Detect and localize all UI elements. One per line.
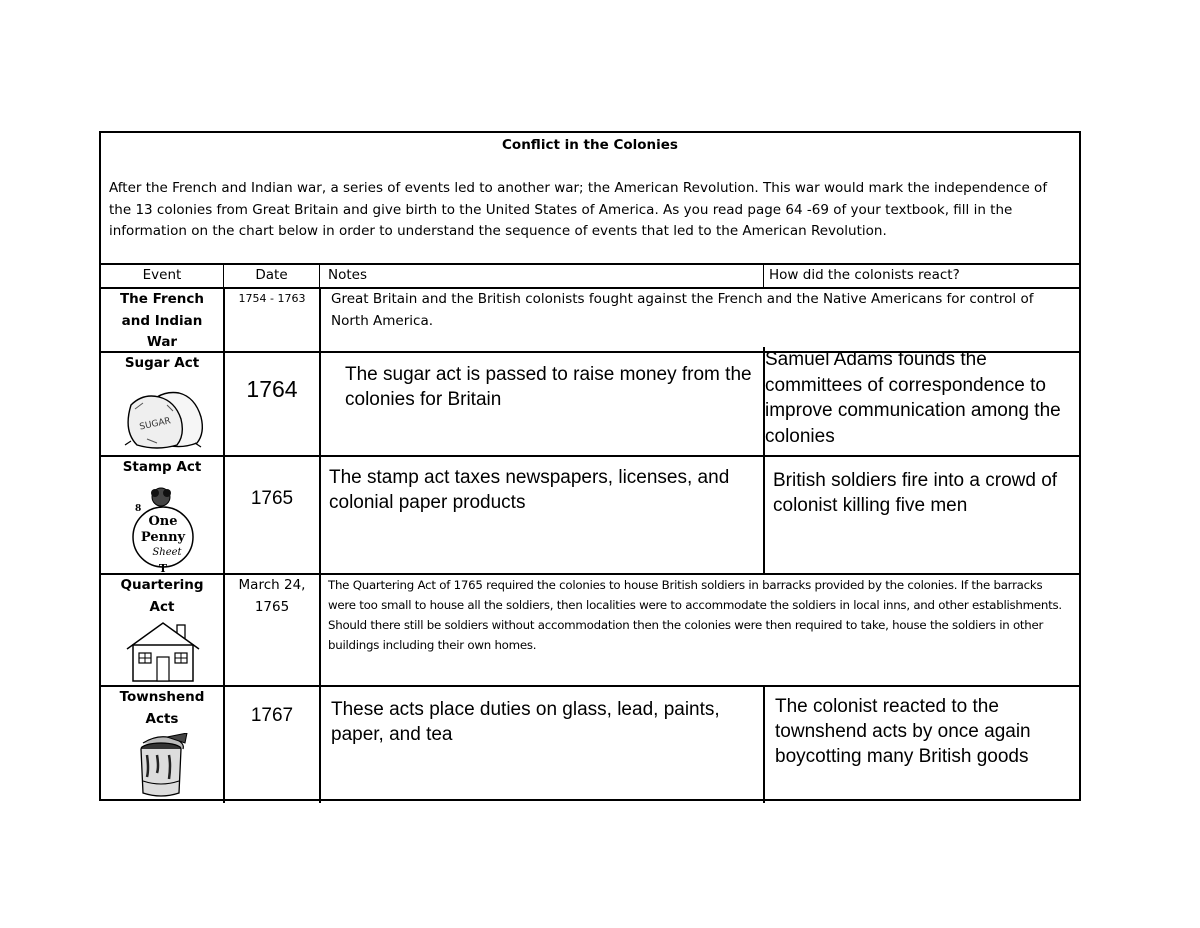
event-date: 1764 [246, 376, 298, 402]
event-name: Stamp Act [122, 459, 202, 475]
table-row [101, 287, 1079, 351]
event-name: Townshend Acts [119, 689, 205, 727]
sugar-label: SUGAR [138, 416, 172, 433]
column-header-event: Event [142, 267, 182, 283]
event-name: Quartering Act [120, 577, 204, 615]
svg-text:Penny: Penny [140, 530, 186, 545]
table-row [101, 685, 1079, 801]
event-notes: The sugar act is passed to raise money from the colonies for Britain [319, 353, 763, 457]
table-row [101, 573, 1079, 685]
column-header-notes: Notes [319, 265, 763, 287]
chart-title: Conflict in the Colonies [502, 137, 678, 153]
date-cell [223, 289, 319, 353]
date-cell [223, 575, 319, 687]
sugar-sacks-icon [117, 383, 209, 451]
event-name: Sugar Act [124, 355, 200, 371]
header-row [101, 263, 1079, 287]
house-icon [125, 621, 201, 683]
svg-text:T: T [158, 562, 168, 573]
event-notes: The Quartering Act of 1765 required the colonies to house British soldiers in barracks provided by the colonies. If the barracks were too small to house all the soldiers, then localities were to accommodate the soldiers in local inns, and other establishments. Should there still be soldiers without accommodation then the colonies were then required to take, house the soldiers in other buildings including their own homes. [328, 578, 1062, 652]
paint-can-icon [135, 733, 191, 799]
event-notes: The stamp act taxes newspapers, licenses, and colonial paper products [319, 457, 763, 575]
date-cell [223, 457, 319, 575]
event-reaction: Samuel Adams founds the committees of correspondence to improve communication among the colonies [763, 347, 1083, 457]
svg-text:One: One [148, 514, 178, 529]
event-notes: These acts place duties on glass, lead, paints, paper, and tea [319, 687, 763, 803]
date-cell [223, 687, 319, 803]
svg-text:8: 8 [135, 504, 142, 514]
event-notes: Great Britain and the British colonists fought against the French and the Native Americans for control of North America. [319, 289, 1079, 353]
events-chart-table [99, 131, 1081, 801]
event-reaction: British soldiers fire into a crowd of colonist killing five men [763, 457, 1079, 575]
date-cell [223, 353, 319, 457]
svg-text:Sheet: Sheet [152, 547, 182, 558]
event-date: March 24, 1765 [238, 577, 306, 615]
one-penny-stamp-icon [129, 481, 197, 573]
chart-intro: After the French and Indian war, a series of events led to another war; the American Revolution. This war would mark the independence of the 13 colonies from Great Britain and give birth to the United States of America. As you read page 64 -69 of your textbook, fill in the information on the chart below in order to understand the sequence of events that led to the American Revolution. [109, 180, 1048, 239]
event-date: 1754 - 1763 [238, 292, 306, 305]
event-date: 1767 [250, 705, 294, 726]
column-header-date: Date [223, 265, 319, 287]
notes-cell [319, 575, 1079, 687]
event-date: 1765 [250, 488, 294, 509]
table-row [101, 455, 1079, 573]
table-row [101, 351, 1079, 455]
event-name: The French and Indian War [119, 291, 205, 350]
column-header-reaction: How did the colonists react? [763, 265, 1079, 287]
event-reaction: The colonist reacted to the townshend acts by once again boycotting many British goods [763, 687, 1079, 803]
